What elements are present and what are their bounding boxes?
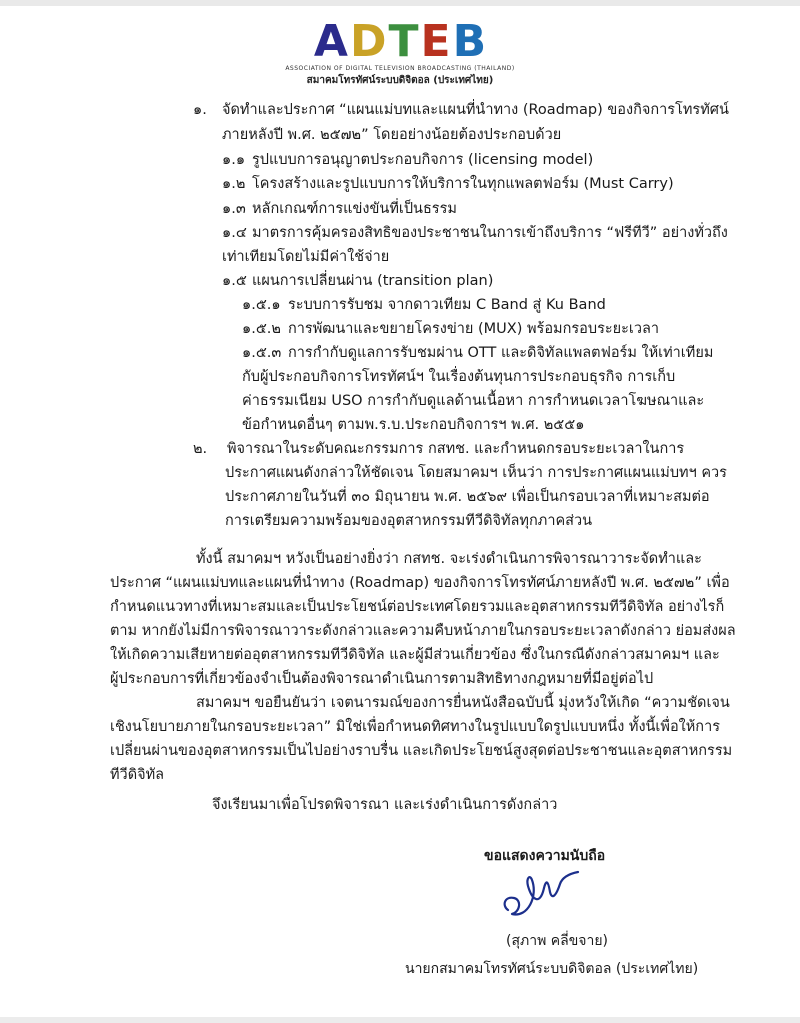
paragraph-line: ทั้งนี้ สมาคมฯ หวังเป็นอย่างยิ่งว่า กสทช. จะเร่งดำเนินการพิจารณาวาระจัดทำและ (196, 551, 702, 567)
sub-sub-item-number: ๑.๕.๓ (242, 345, 282, 361)
sub-sub-item-text: การพัฒนาและขยายโครงข่าย (MUX) พร้อมกรอบระยะเวลา (288, 321, 660, 337)
signatory-position: นายกสมาคมโทรทัศน์ระบบดิจิตอล (ประเทศไทย) (405, 961, 699, 977)
item-2-number: ๒. (193, 441, 208, 457)
sub-item-text: มาตรการคุ้มครองสิทธิของประชาชนในการเข้าถึงบริการ “ฟรีทีวี” อย่างทั่วถึง (252, 225, 728, 241)
paragraph-line: ให้เกิดความเสียหายต่ออุตสาหกรรมทีวีดิจิทัล และผู้มีส่วนเกี่ยวข้อง ซึ่งในกรณีดังกล่าวสมาคมฯ และ (110, 647, 720, 663)
closing-paragraph: จึงเรียนมาเพื่อโปรดพิจารณา และเร่งดำเนินการดังกล่าว (212, 797, 558, 813)
paragraph-line: ตาม หากยังไม่มีการพิจารณาวาระดังกล่าวและความคืบหน้าภายในกรอบระยะเวลาดังกล่าว ย่อมส่งผล (110, 623, 736, 639)
item-1-line: ภายหลังปี พ.ศ. ๒๕๗๒” โดยอย่างน้อยต้องประกอบด้วย (222, 127, 562, 143)
item-2-line: พิจารณาในระดับคณะกรรมการ กสทช. และกำหนดกรอบระยะเวลาในการ (227, 441, 685, 457)
sub-sub-item-text: ค่าธรรมเนียม USO การกำกับดูแลด้านเนื้อหา การกำหนดเวลาโฆษณาและ (242, 393, 705, 409)
logo-letter: A (313, 16, 348, 67)
sub-item-number: ๑.๓ (222, 201, 246, 217)
sub-sub-item-number: ๑.๕.๒ (242, 321, 281, 337)
adteb-logo (280, 16, 520, 88)
handwritten-signature (498, 866, 588, 922)
sub-item-number: ๑.๔ (222, 225, 247, 241)
logo-letter: D (349, 16, 387, 67)
item-2-line: ประกาศแผนดังกล่าวให้ชัดเจน โดยสมาคมฯ เห็นว่า การประกาศแผนแม่บทฯ ควร (225, 465, 727, 481)
paragraph-line: เปลี่ยนผ่านของอุตสาหกรรมเป็นไปอย่างราบรื่น และเกิดประโยชน์สูงสุดต่อประชาชนและอุตสาหกรรม (110, 743, 733, 759)
sub-sub-item-text: กับผู้ประกอบกิจการโทรทัศน์ฯ ในเรื่องต้นทุนการประกอบธุรกิจ การเก็บ (242, 369, 676, 385)
sub-sub-item-text: การกำกับดูแลการรับชมผ่าน OTT และดิจิทัลแพลตฟอร์ม ให้เท่าเทียม (288, 345, 714, 361)
logo-wordmark (280, 16, 520, 67)
sub-item-number: ๑.๕ (222, 273, 247, 289)
sub-item-number: ๑.๒ (222, 176, 246, 192)
sub-sub-item-text: ข้อกำหนดอื่นๆ ตามพ.ร.บ.ประกอบกิจการฯ พ.ศ. ๒๕๕๑ (242, 417, 585, 433)
paragraph-line: กำหนดแนวทางที่เหมาะสมและเป็นประโยชน์ต่อประเทศโดยรวมและอุตสาหกรรมทีวีดิจิทัล อย่างไรก็ (110, 599, 725, 615)
sub-item-text: โครงสร้างและรูปแบบการให้บริการในทุกแพลตฟอร์ม (Must Carry) (252, 176, 674, 192)
paragraph-line: เชิงนโยบายภายในกรอบระยะเวลา” มิใช่เพื่อกำหนดทิศทางในรูปแบบใดรูปแบบหนึ่ง ทั้งนี้เพื่อให้การ (110, 719, 721, 735)
bottom-border (0, 1017, 800, 1023)
logo-letter: E (420, 16, 451, 67)
sub-item-text: รูปแบบการอนุญาตประกอบกิจการ (licensing model) (252, 152, 594, 168)
paragraph-line: ผู้ประกอบการที่เกี่ยวข้องจำเป็นต้องพิจารณาดำเนินการตามสิทธิทางกฎหมายที่มีอยู่ต่อไป (110, 671, 654, 687)
paragraph-line: สมาคมฯ ขอยืนยันว่า เจตนารมณ์ของการยื่นหนังสือฉบับนี้ มุ่งหวังให้เกิด “ความชัดเจน (196, 695, 730, 711)
sub-item-text: แผนการเปลี่ยนผ่าน (transition plan) (252, 273, 494, 289)
top-border (0, 0, 800, 6)
item-2-line: การเตรียมความพร้อมของอุตสาหกรรมทีวีดิจิทัลทุกภาคส่วน (225, 513, 593, 529)
sub-item-number: ๑.๑ (222, 152, 246, 168)
item-2-line: ประกาศภายในวันที่ ๓๐ มิถุนายน พ.ศ. ๒๕๖๙ เพื่อเป็นกรอบเวลาที่เหมาะสมต่อ (225, 489, 710, 505)
logo-thai-name: สมาคมโทรทัศน์ระบบดิจิตอล (ประเทศไทย) (306, 75, 494, 86)
paragraph-line: ทีวีดิจิทัล (110, 767, 165, 783)
logo-tagline: ASSOCIATION OF DIGITAL TELEVISION BROADCASTING (THAILAND) (285, 65, 515, 72)
logo-letter: B (452, 16, 487, 67)
closing-salutation: ขอแสดงความนับถือ (484, 848, 606, 864)
signatory-name: (สุภาพ คลี่ขจาย) (506, 933, 609, 949)
sub-item-text: เท่าเทียมโดยไม่มีค่าใช้จ่าย (222, 249, 390, 265)
paragraph-line: ประกาศ “แผนแม่บทและแผนที่นำทาง (Roadmap) ของกิจการโทรทัศน์ภายหลังปี พ.ศ. ๒๕๗๒” เพื่อ (110, 575, 730, 591)
logo-letter: T (388, 16, 419, 67)
sub-sub-item-text: ระบบการรับชม จากดาวเทียม C Band สู่ Ku Band (288, 297, 606, 313)
sub-sub-item-number: ๑.๕.๑ (242, 297, 281, 313)
item-1-line: จัดทำและประกาศ “แผนแม่บทและแผนที่นำทาง (Roadmap) ของกิจการโทรทัศน์ (222, 102, 729, 118)
sub-item-text: หลักเกณฑ์การแข่งขันที่เป็นธรรม (252, 201, 457, 217)
item-1-number: ๑. (193, 102, 207, 118)
